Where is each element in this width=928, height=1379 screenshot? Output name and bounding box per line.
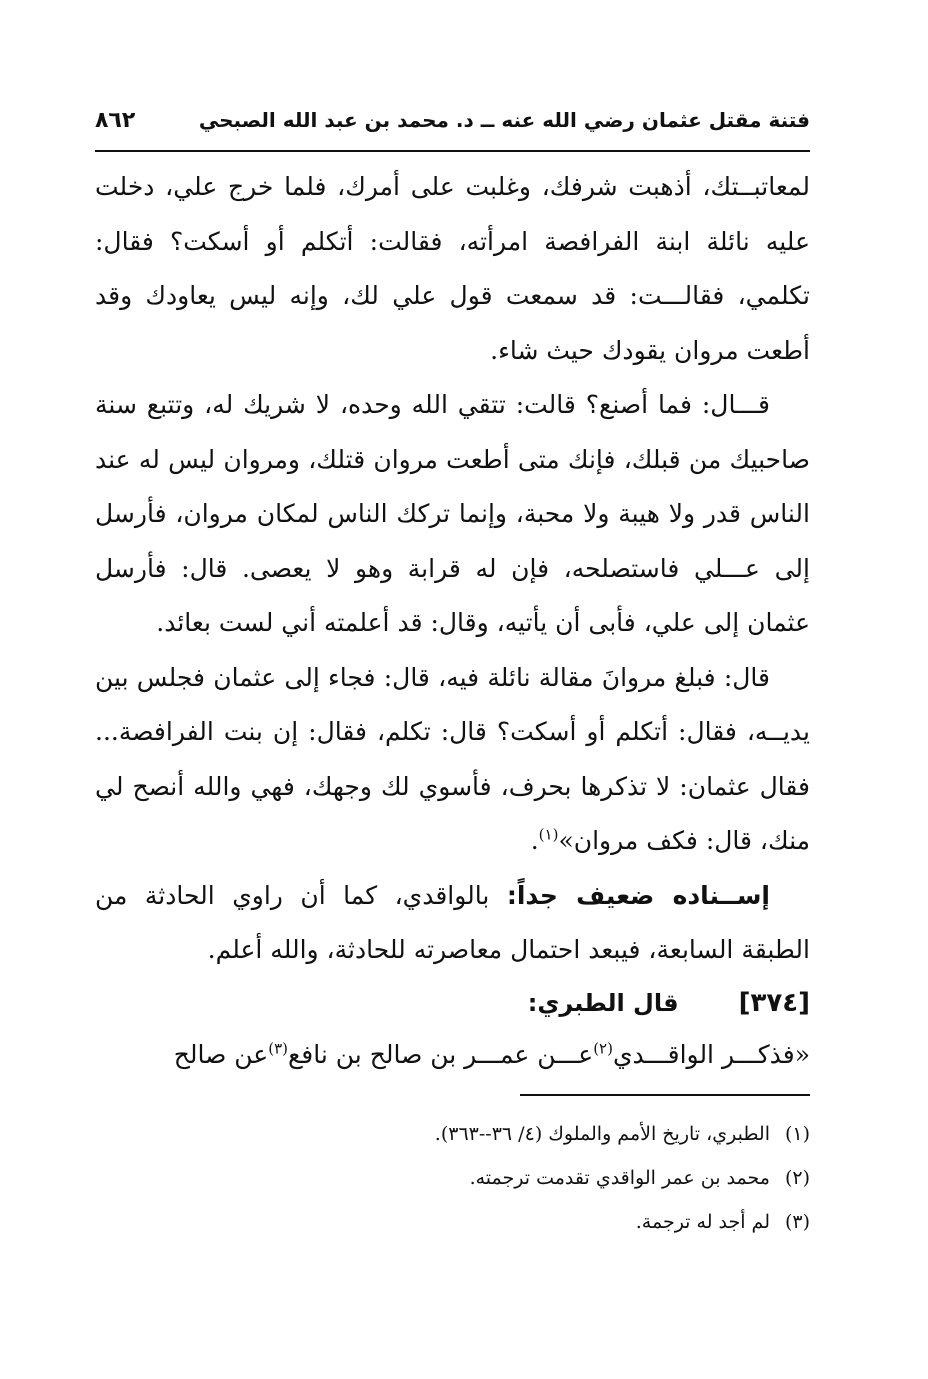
- quote-text: «فذكـــر الواقـــدي: [612, 1039, 810, 1069]
- running-title: فتنة مقتل عثمان رضي الله عنه ــ د. محمد بن عبد الله الصبحي: [198, 108, 810, 132]
- footnote-number: (٢): [784, 1167, 810, 1189]
- isnad-label: إســناده ضعيف جداً:: [506, 880, 770, 910]
- entry-title: قال الطبري:: [527, 988, 679, 1017]
- footnote: [95, 1112, 810, 1156]
- paragraph-text: قـــال: فما أصنع؟ قالت: تتقي الله وحده، لا شريك له، وتتبع سنة صاحبيك من قبلك، فإنك متى أطعت مروان قتلك، ومروان ليس له عند الناس قدر ولا هيبة ولا محبة، وإنما تركك الناس لمكان مروان، فأرسل إلى عـــلي فاستصلحه، فإن له قرابة وهو لا يعصى. قال: فأرسل عثمان إلى علي، فأبى أن يأتيه، وقال: قد أعلمته أني لست بعائد.: [95, 390, 810, 637]
- paragraph-text: لمعاتبــتك، أذهبت شرفك، وغلبت على أمرك، فلما خرج علي، دخلت عليه نائلة ابنة الفرافصة امرأته، فقالت: أتكلم أو أسكت؟ فقال: تكلمي، فقالـــت: قد سمعت قول علي لك، وإنه ليس يعاودك وقد أطعت مروان يقودك حيث شاء.: [95, 172, 810, 365]
- page-number: ٨٦٢: [95, 108, 136, 133]
- page-header: [95, 108, 810, 152]
- footnote: [95, 1156, 810, 1200]
- paragraph-end: .: [530, 826, 539, 855]
- entry-number: [٣٧٤]: [738, 987, 810, 1018]
- paragraph: [95, 160, 810, 378]
- footnote-separator: [520, 1094, 810, 1096]
- quote-text: عن صالح: [173, 1039, 269, 1069]
- paragraph: [95, 378, 810, 651]
- isnad-text: بالواقدي، كما أن راوي الحادثة من الطبقة السابعة، فيبعد احتمال معاصرته للحادثة، والله أعلم.: [95, 880, 810, 964]
- footnote-text: محمد بن عمر الواقدي تقدمت ترجمته.: [469, 1167, 770, 1189]
- book-page: [95, 108, 810, 1244]
- footnote-number: (١): [784, 1123, 810, 1145]
- footnote-ref: (٢): [593, 1039, 613, 1058]
- paragraph: [95, 651, 810, 869]
- footnote: [95, 1200, 810, 1244]
- footnote-number: (٣): [784, 1211, 810, 1233]
- footnote-ref: (٣): [268, 1039, 288, 1058]
- quote-line: [95, 1028, 810, 1083]
- isnad-paragraph: [95, 869, 810, 978]
- footnote-text: الطبري، تاريخ الأمم والملوك (٤/ ٣٦--٣٦٣).: [434, 1123, 770, 1145]
- paragraph-text: قال: فبلغ مروانَ مقالة نائلة فيه، قال: فجاء إلى عثمان فجلس بين يديــه، فقال: أتكلم أو أسكت؟ قال: تكلم، فقال: إن بنت الفرافصة... فقال عثمان: لا تذكرها بحرف، فأسوي لك وجهك، فهي والله أنصح لي منك، قال: فكف مروان»: [95, 662, 810, 855]
- quote-text: عـــن عمـــر بن صالح بن نافع: [287, 1039, 594, 1069]
- main-text: [95, 160, 810, 1082]
- footnote-ref: (١): [538, 825, 559, 844]
- footnotes: [95, 1112, 810, 1244]
- entry-heading: [95, 978, 810, 1028]
- footnote-text: لم أجد له ترجمة.: [635, 1211, 770, 1233]
